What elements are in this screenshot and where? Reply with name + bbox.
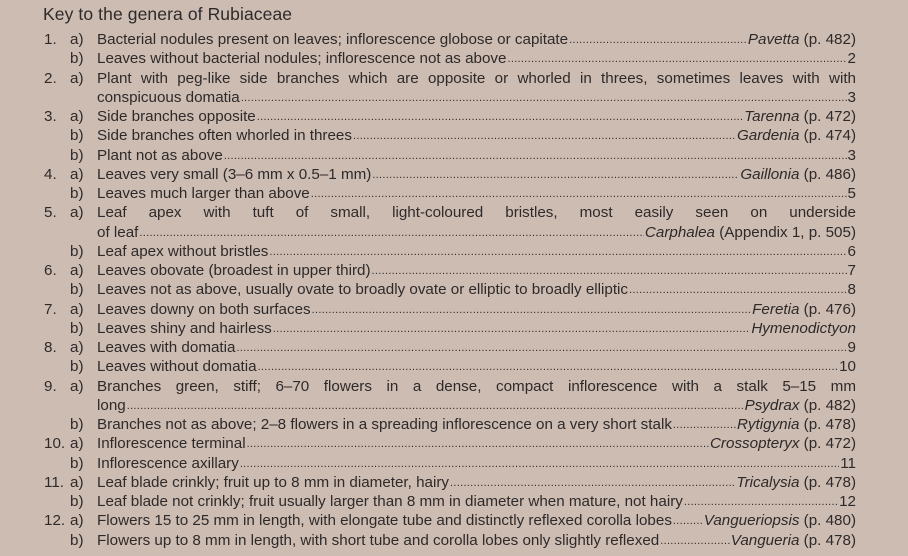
dot-leader xyxy=(139,223,644,242)
lead-body xyxy=(97,69,856,88)
couplet-number: 9. xyxy=(44,377,57,395)
lead-result xyxy=(848,338,856,357)
genus-name: Pavetta xyxy=(747,31,800,48)
result-reference: 9 xyxy=(847,339,856,356)
lead-text: Inflorescence terminal xyxy=(97,435,246,453)
couplet-number: 12. xyxy=(44,512,66,530)
dot-leader xyxy=(629,280,847,299)
dot-leader xyxy=(450,473,735,492)
dot-leader xyxy=(311,184,847,203)
dot-leader xyxy=(236,338,846,357)
lead-text: Leaves with domatia xyxy=(97,339,236,356)
lead-body xyxy=(97,126,856,145)
lead-body xyxy=(97,377,856,396)
key-couplet-line xyxy=(44,511,856,530)
lead-result xyxy=(839,357,856,376)
lead-result xyxy=(848,242,856,261)
couplet-number: 5. xyxy=(44,204,57,222)
key-couplet-line xyxy=(44,357,856,376)
couplet-lead-letter: b) xyxy=(70,146,84,164)
lead-text: Inflorescence axillary xyxy=(97,454,239,472)
result-reference: (p. 474) xyxy=(799,127,856,145)
couplet-lead-letter: a) xyxy=(70,512,84,530)
lead-body xyxy=(97,49,856,68)
genus-name: Carphalea xyxy=(644,223,715,241)
dot-leader xyxy=(269,242,846,261)
key-couplet-line xyxy=(44,184,856,203)
lead-text: Flowers up to 8 mm in length, with short tube and corolla lobes only slightly reflexed xyxy=(97,531,660,549)
couplet-number: 3. xyxy=(44,108,57,125)
lead-body xyxy=(97,415,856,434)
lead-text: Leaves downy on both surfaces xyxy=(97,300,311,318)
result-reference: (p. 486) xyxy=(799,165,856,183)
key-couplet-line xyxy=(44,242,856,261)
key-couplet-line xyxy=(44,434,856,453)
key-couplet-line xyxy=(44,107,856,126)
lead-body xyxy=(97,357,856,376)
lead-result xyxy=(745,396,856,415)
lead-body xyxy=(97,319,856,338)
genus-name: Psydrax xyxy=(744,396,800,414)
key-couplet-line xyxy=(44,415,856,434)
key-couplet-line xyxy=(44,377,856,396)
result-reference: (p. 478) xyxy=(799,473,856,491)
couplet-lead-letter: b) xyxy=(70,493,84,510)
couplet-lead-letter: a) xyxy=(70,165,84,183)
lead-result xyxy=(748,30,856,49)
dot-leader xyxy=(673,511,703,530)
genus-name: Gardenia xyxy=(736,127,800,145)
lead-body xyxy=(97,434,856,453)
lead-body xyxy=(97,492,856,511)
couplet-lead-letter: b) xyxy=(70,127,84,145)
couplet-lead-letter: b) xyxy=(70,50,84,68)
genus-name: Tarenna xyxy=(744,108,800,125)
key-couplet-line xyxy=(44,69,856,88)
couplet-number: 1. xyxy=(44,31,57,48)
lead-body xyxy=(97,30,856,49)
lead-result xyxy=(848,261,856,280)
lead-result xyxy=(710,434,856,453)
key-couplet-line xyxy=(44,473,856,492)
key-couplet-line xyxy=(44,223,856,242)
genus-name: Crossopteryx xyxy=(709,435,800,453)
lead-body xyxy=(97,531,856,550)
lead-result xyxy=(737,415,856,434)
lead-result xyxy=(840,454,856,473)
lead-result xyxy=(744,107,856,126)
result-reference: (p. 472) xyxy=(799,435,856,453)
lead-body xyxy=(97,396,856,415)
lead-result xyxy=(839,492,856,511)
lead-body xyxy=(97,146,856,165)
dot-leader xyxy=(660,531,730,550)
result-reference: (Appendix 1, p. 505) xyxy=(715,223,856,241)
lead-text: Leaves very small (3–6 mm x 0.5–1 mm) xyxy=(97,165,372,183)
lead-result xyxy=(848,280,856,299)
lead-text: Leaves shiny and hairless xyxy=(97,319,272,337)
dot-leader xyxy=(258,357,839,376)
couplet-lead-letter: a) xyxy=(70,262,84,279)
genus-name: Vangueria xyxy=(730,531,800,549)
lead-text: Leaf apex with tuft of small, light-coloured bristles, most easily seen on underside xyxy=(97,204,856,222)
result-reference: 2 xyxy=(847,50,856,68)
couplet-lead-letter: a) xyxy=(70,204,84,222)
lead-body xyxy=(97,280,856,299)
lead-result xyxy=(848,146,856,165)
genus-name: Hymenodictyon xyxy=(751,319,856,337)
lead-text: Leaves not as above, usually ovate to broadly ovate or elliptic to broadly elliptic xyxy=(97,281,629,299)
lead-text: Leaf blade crinkly; fruit up to 8 mm in diameter, hairy xyxy=(97,473,450,491)
result-reference: (p. 482) xyxy=(799,31,856,48)
lead-text: Side branches opposite xyxy=(97,108,256,125)
dot-leader xyxy=(224,146,847,165)
result-reference: (p. 472) xyxy=(799,108,856,125)
lead-body xyxy=(97,454,856,473)
identification-key xyxy=(44,30,856,550)
lead-text: of leaf xyxy=(97,223,139,241)
lead-text: Leaf apex without bristles xyxy=(97,242,269,260)
genus-name: Tricalysia xyxy=(736,473,800,491)
lead-result xyxy=(848,49,856,68)
key-couplet-line xyxy=(44,300,856,319)
lead-text: Flowers 15 to 25 mm in length, with elongate tube and distinctly reflexed corolla lobes xyxy=(97,512,672,530)
lead-body xyxy=(97,203,856,222)
lead-text: Leaves without bacterial nodules; inflorescence not as above xyxy=(97,50,507,68)
key-couplet-line xyxy=(44,30,856,49)
lead-text: conspicuous domatia xyxy=(97,88,240,106)
lead-body xyxy=(97,223,856,242)
couplet-lead-letter: a) xyxy=(70,31,84,48)
dot-leader xyxy=(372,165,739,184)
dot-leader xyxy=(507,49,846,68)
genus-name: Vangueriopsis xyxy=(703,512,800,530)
dot-leader xyxy=(241,88,847,107)
dot-leader xyxy=(353,126,736,145)
dot-leader xyxy=(684,492,838,511)
result-reference: (p. 478) xyxy=(799,531,856,549)
lead-text: Leaves much larger than above xyxy=(97,185,310,202)
lead-result xyxy=(731,531,856,550)
lead-result xyxy=(752,300,856,319)
key-couplet-line xyxy=(44,454,856,473)
result-reference: (p. 480) xyxy=(799,512,856,530)
couplet-number: 8. xyxy=(44,339,57,356)
result-reference: 8 xyxy=(847,281,856,299)
dot-leader xyxy=(569,30,747,49)
result-reference: 6 xyxy=(847,242,856,260)
lead-result xyxy=(645,223,856,242)
key-couplet-line xyxy=(44,338,856,357)
lead-text: Plant with peg-like side branches which are opposite or whorled in threes, sometimes leaves with with xyxy=(97,69,856,87)
lead-text: Side branches often whorled in threes xyxy=(97,127,352,145)
couplet-number: 10. xyxy=(44,435,66,453)
couplet-number: 4. xyxy=(44,165,57,183)
result-reference: 3 xyxy=(847,146,856,164)
result-reference: 11 xyxy=(840,454,856,472)
key-couplet-line xyxy=(44,203,856,222)
couplet-lead-letter: b) xyxy=(70,454,84,472)
couplet-lead-letter: b) xyxy=(70,281,84,299)
couplet-lead-letter: b) xyxy=(70,185,84,202)
lead-result xyxy=(736,473,856,492)
key-couplet-line xyxy=(44,88,856,107)
key-couplet-line xyxy=(44,126,856,145)
dot-leader xyxy=(312,300,752,319)
key-couplet-line xyxy=(44,146,856,165)
key-couplet-line xyxy=(44,49,856,68)
genus-name: Gaillonia xyxy=(740,165,800,183)
couplet-number: 6. xyxy=(44,262,57,279)
lead-result xyxy=(848,88,856,107)
lead-body xyxy=(97,184,856,203)
lead-text: Leaves obovate (broadest in upper third) xyxy=(97,262,371,279)
dot-leader xyxy=(127,396,744,415)
lead-text: Branches not as above; 2–8 flowers in a spreading inflorescence on a very short stalk xyxy=(97,416,672,433)
couplet-lead-letter: a) xyxy=(70,108,84,125)
lead-body xyxy=(97,511,856,530)
lead-text: long xyxy=(97,396,126,414)
lead-body xyxy=(97,88,856,107)
dot-leader xyxy=(240,454,839,473)
couplet-number: 11. xyxy=(44,473,64,491)
result-reference: (p. 482) xyxy=(799,396,856,414)
result-reference: (p. 478) xyxy=(799,416,856,433)
couplet-lead-letter: a) xyxy=(70,473,84,491)
lead-text: Branches green, stiff; 6–70 flowers in a dense, compact inflorescence with a stalk 5–15 mm xyxy=(97,377,856,395)
result-reference: (p. 476) xyxy=(799,300,856,318)
lead-text: Plant not as above xyxy=(97,146,223,164)
key-couplet-line xyxy=(44,492,856,511)
lead-text: Leaves without domatia xyxy=(97,358,257,376)
couplet-number: 7. xyxy=(44,300,57,318)
dot-leader xyxy=(673,415,736,434)
couplet-lead-letter: a) xyxy=(70,300,84,318)
genus-name: Rytigynia xyxy=(736,416,800,433)
lead-text: Leaf blade not crinkly; fruit usually larger than 8 mm in diameter when mature, not hairy xyxy=(97,493,683,510)
couplet-lead-letter: b) xyxy=(70,358,84,376)
key-couplet-line xyxy=(44,165,856,184)
lead-result xyxy=(704,511,856,530)
dot-leader xyxy=(247,434,709,453)
couplet-lead-letter: a) xyxy=(70,69,84,87)
couplet-lead-letter: b) xyxy=(70,531,84,549)
couplet-lead-letter: a) xyxy=(70,377,84,395)
lead-result xyxy=(740,165,856,184)
couplet-number: 2. xyxy=(44,69,57,87)
result-reference: 3 xyxy=(847,88,856,106)
key-couplet-line xyxy=(44,319,856,338)
couplet-lead-letter: b) xyxy=(70,416,84,433)
couplet-lead-letter: a) xyxy=(70,435,84,453)
lead-body xyxy=(97,473,856,492)
result-reference: 7 xyxy=(847,262,856,279)
lead-result xyxy=(751,319,856,338)
lead-result xyxy=(848,184,856,203)
dot-leader xyxy=(257,107,744,126)
genus-name: Feretia xyxy=(752,300,800,318)
couplet-lead-letter: b) xyxy=(70,242,84,260)
lead-text: Bacterial nodules present on leaves; inflorescence globose or capitate xyxy=(97,31,569,48)
dot-leader xyxy=(372,261,847,280)
lead-body xyxy=(97,165,856,184)
result-reference: 12 xyxy=(839,493,856,510)
result-reference: 5 xyxy=(847,185,856,202)
couplet-lead-letter: b) xyxy=(70,319,84,337)
key-couplet-line xyxy=(44,280,856,299)
lead-body xyxy=(97,107,856,126)
lead-body xyxy=(97,338,856,357)
lead-body xyxy=(97,300,856,319)
lead-body xyxy=(97,261,856,280)
lead-body xyxy=(97,242,856,261)
lead-result xyxy=(737,126,856,145)
key-couplet-line xyxy=(44,531,856,550)
page-title: Key to the genera of Rubiaceae xyxy=(43,4,293,24)
couplet-lead-letter: a) xyxy=(70,339,84,356)
key-couplet-line xyxy=(44,261,856,280)
result-reference: 10 xyxy=(839,358,856,376)
dot-leader xyxy=(273,319,751,338)
key-couplet-line xyxy=(44,396,856,415)
